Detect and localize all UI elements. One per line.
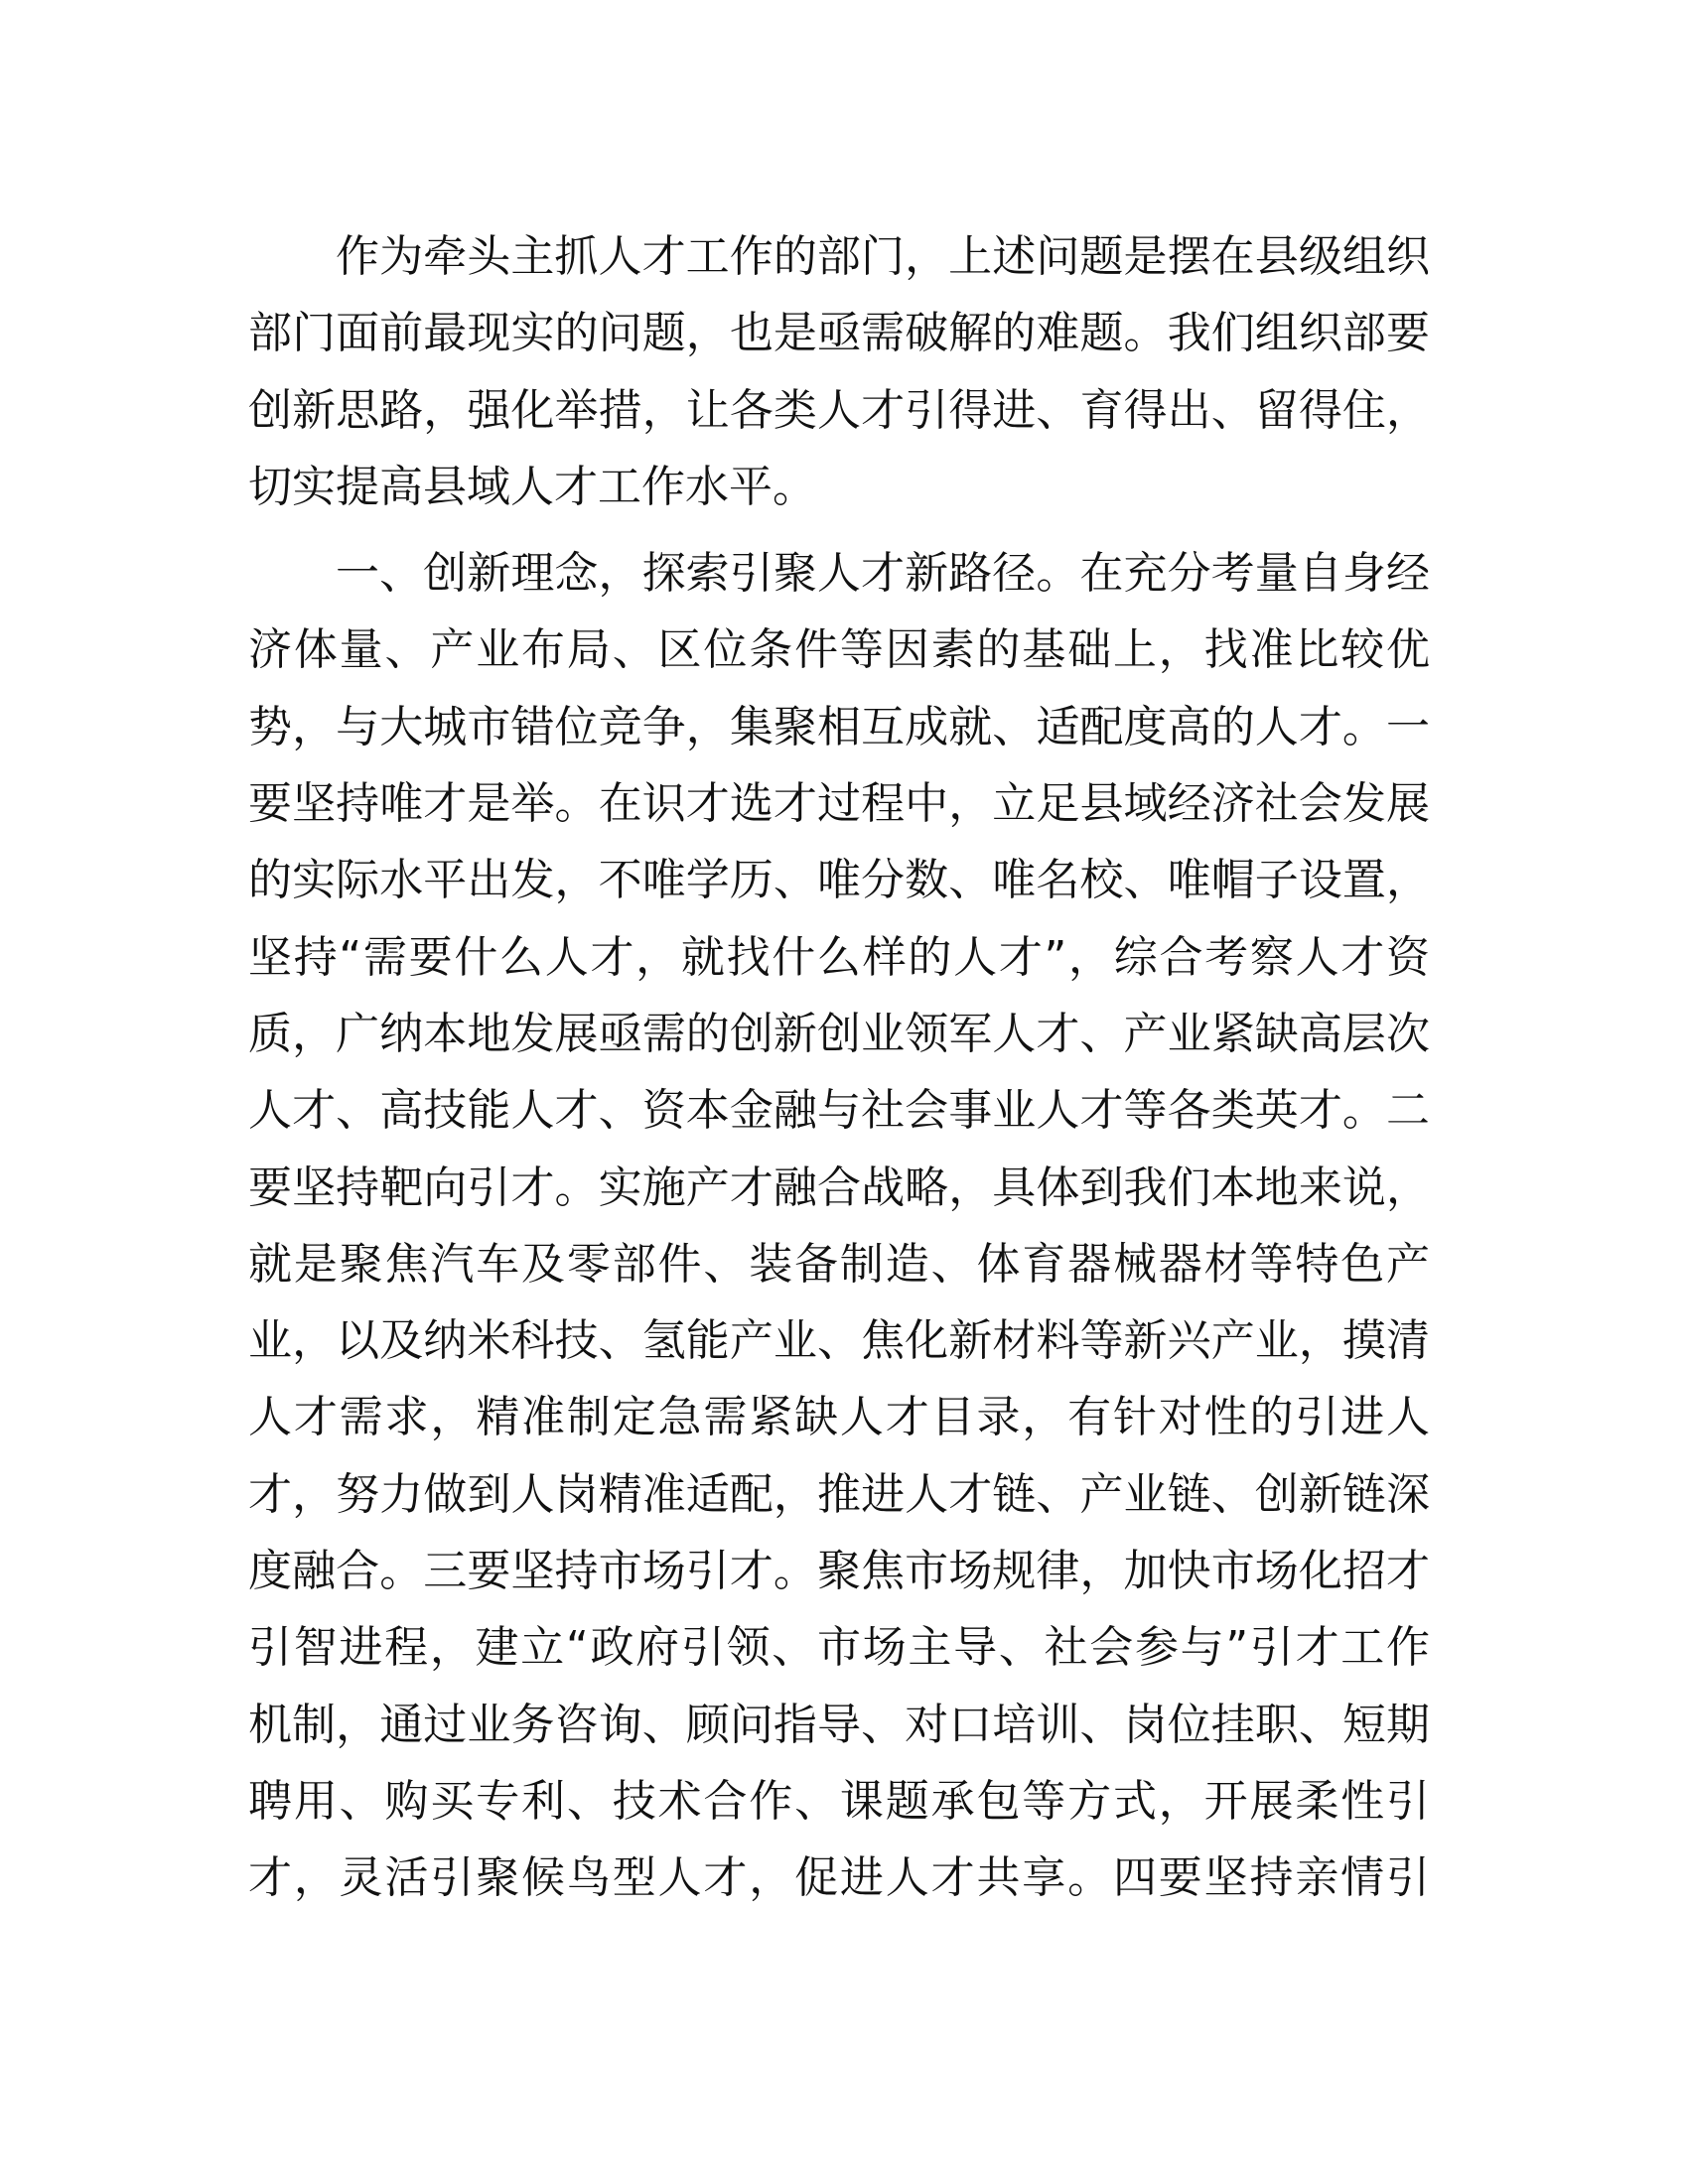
- text-line: 部门面前最现实的问题，也是亟需破解的难题。我们组织部要: [248, 308, 1430, 359]
- text-line: 势，与大城市错位竞争，集聚相互成就、适配度高的人才。一: [248, 701, 1430, 752]
- paragraph: [248, 218, 1430, 525]
- text-line: 度融合。三要坚持市场引才。聚焦市场规律，加快市场化招才: [248, 1546, 1430, 1597]
- text-line: 机制，通过业务咨询、顾问指导、对口培训、岗位挂职、短期: [248, 1699, 1430, 1750]
- text-line: 坚持“需要什么人才，就找什么样的人才”，综合考察人才资: [248, 931, 1430, 983]
- text-line: 的实际水平出发，不唯学历、唯分数、唯名校、唯帽子设置，: [248, 855, 1430, 906]
- text-line: 才，灵活引聚候鸟型人才，促进人才共享。四要坚持亲情引: [248, 1852, 1430, 1904]
- text-line: 作为牵头主抓人才工作的部门，上述问题是摆在县级组织: [336, 231, 1430, 282]
- text-line: 济体量、产业布局、区位条件等因素的基础上，找准比较优: [248, 624, 1430, 676]
- text-line: 要坚持靶向引才。实施产才融合战略，具体到我们本地来说，: [248, 1161, 1430, 1213]
- text-line: 业，以及纳米科技、氢能产业、焦化新材料等新兴产业，摸清: [248, 1315, 1430, 1367]
- text-line: 人才需求，精准制定急需紧缺人才目录，有针对性的引进人: [248, 1392, 1430, 1443]
- text-line: 才，努力做到人岗精准适配，推进人才链、产业链、创新链深: [248, 1468, 1430, 1520]
- paragraph: [248, 535, 1430, 1916]
- text-line: 创新思路，强化举措，让各类人才引得进、育得出、留得住，: [248, 384, 1430, 436]
- text-line: 一、创新理念，探索引聚人才新路径。在充分考量自身经: [336, 548, 1430, 600]
- text-line: 就是聚焦汽车及零部件、装备制造、体育器械器材等特色产: [248, 1238, 1430, 1290]
- text-line: 切实提高县域人才工作水平。: [248, 461, 816, 512]
- text-line: 质，广纳本地发展亟需的创新创业领军人才、产业紧缺高层次: [248, 1008, 1430, 1059]
- text-line: 人才、高技能人才、资本金融与社会事业人才等各类英才。二: [248, 1085, 1430, 1137]
- text-line: 要坚持唯才是举。在识才选才过程中，立足县域经济社会发展: [248, 778, 1430, 830]
- text-line: 引智进程，建立“政府引领、市场主导、社会参与”引才工作: [248, 1622, 1430, 1674]
- text-line: 聘用、购买专利、技术合作、课题承包等方式，开展柔性引: [248, 1775, 1430, 1827]
- document-page: [248, 218, 1430, 1917]
